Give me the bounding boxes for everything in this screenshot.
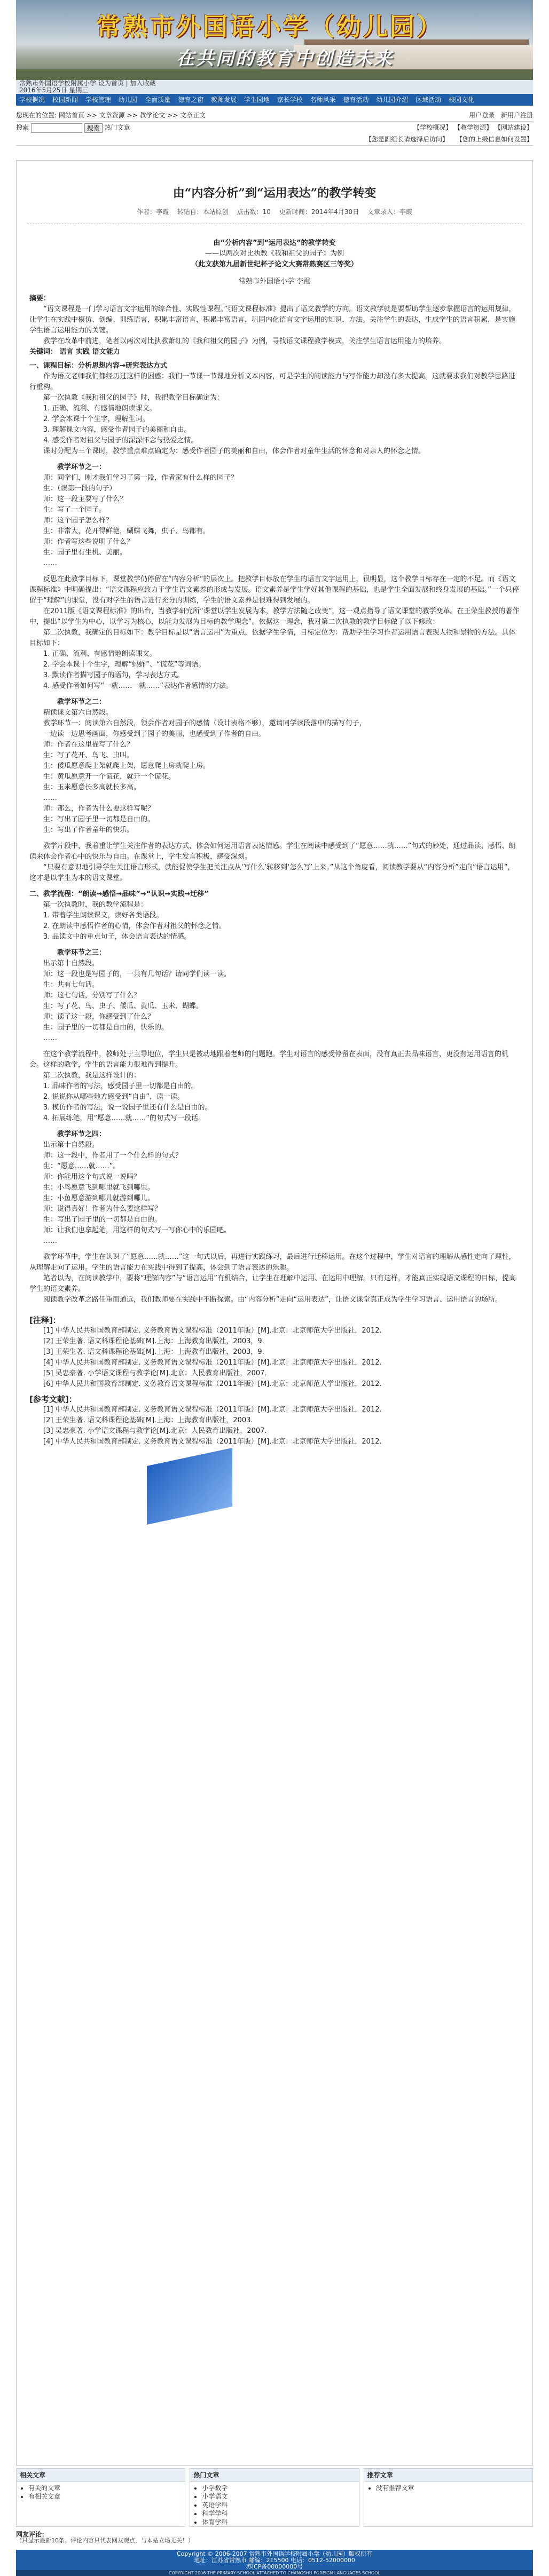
login-link[interactable]: 用户登录 bbox=[469, 112, 495, 119]
box-link[interactable]: • 有相关文章 bbox=[28, 2492, 185, 2501]
notes-heading: [注释]： bbox=[29, 1315, 61, 1325]
dialogue-line: 师：读了这一段，你感受到了什么？ bbox=[43, 1013, 155, 1021]
dialogue-line: 师：这一段主要写了什么？ bbox=[43, 495, 127, 503]
meta-date: 更新时间：2014年4月30日 bbox=[279, 208, 359, 216]
segment-3-title: 教学环节之三： bbox=[57, 949, 106, 957]
box-title: 推荐文章 bbox=[364, 2469, 532, 2482]
notice-row bbox=[16, 133, 533, 146]
paragraph: 笔者以为，在阅读教学中，要将“理解内容”与“语言运用”有机结合，让学生在理解中运用、在运用中理解。只有这样，才能真正实现语文课程的目标，提高学生的语文素养。 bbox=[29, 1274, 516, 1293]
footer-line-2: 地址：江苏省常熟市 邮编：215500 电话：0512-52000000 bbox=[194, 2557, 355, 2564]
nav-item[interactable]: 校园文化 bbox=[448, 96, 474, 104]
footer-line-3[interactable]: 苏ICP备00000000号 bbox=[246, 2563, 303, 2570]
dialogue-line: …… bbox=[43, 1237, 57, 1245]
paragraph: 反思在此教学目标下，课堂教学仍停留在“内容分析”的层次上。把教学目标放在学生的语言文字运用上，很明显，这个教学目标存在一定的不足。而《语文课程标准》中明确提出：“语文课程应致力于学生语文素养的形成与发展。语文素养是学生学好其他课程的基础，也是学生全面发展和终身发展的基础。”一个只停留于“理解”的课堂，没有对学生的语言进行充分的训练，学生的语文素养是很难得到发展的。 bbox=[29, 575, 519, 605]
dialogue-line: 生：写出了作者童年的快乐。 bbox=[43, 826, 134, 834]
nav-item[interactable]: 德育活动 bbox=[343, 96, 369, 104]
dialogue-line: 生：写了花开、鸟飞、虫叫。 bbox=[43, 751, 134, 759]
dialogue-line: 生：园子里的一切都是自由的，快乐的。 bbox=[43, 1024, 169, 1032]
list-item: 3. 理解课文内容，感受作者园子的美丽和自由。 bbox=[43, 426, 191, 434]
dialogue-line: 生：写出了园子里一切都是自由的。 bbox=[43, 815, 155, 823]
abstract-heading: 摘要： bbox=[29, 295, 51, 303]
paragraph: 课时分配为三个课时，教学重点难点确定为：感受作者园子的美丽和自由，体会作者对童年生活的怀念和对亲人的怀念之情。 bbox=[43, 447, 426, 455]
note-item: [1] 中华人民共和国教育部制定. 义务教育语文课程标准（2011年版）[M].北京：北京师范大学出版社，2012. bbox=[43, 1327, 382, 1335]
subtitle-2: ——以两次对比执教《我和祖父的园子》为例 bbox=[205, 250, 344, 258]
dialogue-line: 一边读一边思考画面，你感受到了园子的美丽，也感受到了作者的自由。 bbox=[43, 730, 266, 738]
search-label: 搜索 bbox=[16, 124, 29, 131]
dialogue-line: 生：“愿意……就……”。 bbox=[43, 1162, 120, 1170]
author-line: 常熟市外国语小学 李霞 bbox=[238, 278, 311, 286]
header-banner bbox=[16, 0, 533, 80]
dialogue-line: …… bbox=[43, 1034, 57, 1042]
school-slogan: 在共同的教育中创造未来 bbox=[176, 48, 394, 69]
info-line-1[interactable]: 常熟市外国语学校附属小学 设为首页 | 加入收藏 bbox=[19, 80, 156, 87]
paragraph: 第二次执教，我是这样设计的： bbox=[43, 1072, 141, 1080]
keywords: 关键词： 语言 实践 语文能力 bbox=[29, 348, 120, 356]
paragraph: 阅读教学改革之路任重而道远，我们教师要在实践中不断探索。由“内容分析”走向“运用表达”，让语文课堂真正成为学生学习语言、运用语言的场所。 bbox=[43, 1296, 502, 1304]
search-button[interactable]: 搜索 bbox=[84, 123, 103, 133]
dialogue-line: 师：这七句话，分别写了什么？ bbox=[43, 992, 141, 1000]
abstract-text-2: 教学在改革中前进，笔者以两次对比执教萧红的《我和祖父的园子》为例，寻找语文课程教学模式，关注学生语言运用能力的培养。 bbox=[43, 337, 446, 345]
subtitle-1: 由“分析内容”到“运用表达”的教学转变 bbox=[213, 239, 336, 247]
list-item: 2. 说说你从哪些地方感受到“自由”，读一读。 bbox=[43, 1093, 185, 1101]
main-nav bbox=[16, 94, 533, 106]
paragraph: 教学片段中，我着重让学生关注作者的表达方式，体会如何运用语言表达情感。学生在阅读中感受到了“愿意……就……”句式的妙处，通过品读、感悟、朗读来体会作者心中的快乐与自由。在课堂上，学生发言积极，感受深刻。 bbox=[29, 842, 516, 861]
list-item: 1. 带着学生朗读课文，读好各类语段。 bbox=[43, 911, 163, 920]
paragraph: 在2011版《语文课程标准》的出台，当教学研究所“课堂以学生发展为本，教学方法随之改变”，这一观点指导了语文课堂的教学变革。在王荣生教授的著作中，提出“以学生为中心，以学习为核心，以能力发展为目标的教学理念”。依据这一理念，我对第二次执教的教学目标做了以下修改： bbox=[29, 607, 520, 626]
reference-item: [2] 王荣生著. 语文科课程论基础[M].上海：上海教育出版社，2003. bbox=[43, 1416, 253, 1424]
list-item: 2. 学会本课十个生字，理解生词。 bbox=[43, 415, 150, 423]
nav-item[interactable]: 学生园地 bbox=[244, 96, 270, 104]
box-link[interactable]: • 没有推荐文章 bbox=[376, 2484, 532, 2492]
note-item: [6] 中华人民共和国教育部制定. 义务教育语文课程标准（2011年版）[M].北京：北京师范大学出版社，2012. bbox=[43, 1380, 382, 1388]
info-line-2: 2016年5月25日 星期三 bbox=[19, 86, 89, 94]
list-item: 3. 模仿作者的写法，说一说园子里还有什么是自由的。 bbox=[43, 1104, 212, 1112]
search-group bbox=[16, 122, 130, 133]
note-item: [4] 中华人民共和国教育部制定. 义务教育语文课程标准（2011年版）[M].北京：北京师范大学出版社，2012. bbox=[43, 1359, 382, 1367]
search-input[interactable] bbox=[31, 123, 82, 133]
dialogue-line: 师：作者在这里描写了什么？ bbox=[43, 741, 134, 749]
right-link[interactable]: 【网站建设】 bbox=[494, 124, 533, 131]
decorative-image bbox=[147, 1448, 232, 1525]
notice-left[interactable]: 【您是副组长请选择后访问】 bbox=[365, 136, 449, 143]
banner-ground bbox=[16, 69, 533, 80]
breadcrumb-row bbox=[16, 109, 533, 122]
references-heading: [参考文献]： bbox=[29, 1394, 77, 1404]
hot-articles-link[interactable]: 热门文章 bbox=[104, 124, 130, 131]
right-link[interactable]: 【教学资源】 bbox=[454, 124, 493, 131]
dialogue-line: 生：非常大，花开得鲜艳，蝴蝶飞舞，虫子、鸟都有。 bbox=[43, 527, 210, 535]
article-meta bbox=[17, 207, 532, 216]
dialogue-line: 教学环节一：阅读第六自然段，领会作者对园子的感情（设计表格不够），邀请同学读段落中的描写句子， bbox=[43, 719, 366, 727]
dialogue-line: 生：黄瓜愿意开一个谎花，就开一个谎花。 bbox=[43, 773, 176, 781]
list-item: 2. 在朗读中感悟作者的心情，体会作者对祖父的怀念之情。 bbox=[43, 922, 226, 930]
list-item: 1. 正确、流利、有感情地朗读课文。 bbox=[43, 405, 156, 413]
footer-bottom: COPYRIGHT 2006 THE PRIMARY SCHOOL ATTACHED TO CHANGSHU FOREIGN LANGUAGES SCHOOL bbox=[16, 2570, 533, 2576]
meta-clicks: 点击数：10 bbox=[237, 208, 271, 216]
dialogue-line: 师：说得真好！作者为什么要这样写？ bbox=[43, 1205, 162, 1213]
paragraph: “只要有意识地引导学生关注语言形式，就能促使学生把关注点从‘写什么’转移到‘怎么写’上来。”从这个角度看，阅读教学要从“内容分析”走向“语言运用”，这才是以学生为本的语文课堂。 bbox=[29, 863, 515, 882]
paragraph: 教学环节中，学生在认识了“愿意……就……”这一句式以后，再进行实践练习，最后进行迁移运用。在这个过程中，学生对语言的理解从感性走向了理性，从理解走向了运用。学生的语言能力在实践中得到了提高，体会到了语言表达的乐趣。 bbox=[29, 1253, 516, 1272]
reference-item: [3] 吴忠豪著. 小学语文课程与教学论[M].北京：人民教育出版社，2007. bbox=[43, 1427, 267, 1435]
note-item: [5] 吴忠豪著. 小学语文课程与教学论[M].北京：人民教育出版社，2007. bbox=[43, 1369, 267, 1377]
hot-articles-box bbox=[190, 2468, 359, 2527]
paragraph: 第一次执教时，我的教学流程是： bbox=[43, 901, 148, 909]
segment-2-title: 教学环节之二： bbox=[57, 698, 106, 706]
segment-1-title: 教学环节之一： bbox=[57, 463, 106, 471]
dialogue-line: 师：作者写这些说明了什么？ bbox=[43, 538, 134, 546]
right-link[interactable]: 【学校概况】 bbox=[413, 124, 452, 131]
dialogue-line: 师：这一段中，作者用了一个什么样的句式？ bbox=[43, 1152, 183, 1160]
list-item: 1. 正确、流利、有感情地朗读课文。 bbox=[43, 650, 156, 658]
dialogue-line: 出示第十自然段。 bbox=[43, 1141, 99, 1149]
user-links bbox=[465, 109, 533, 121]
dialogue-line: 生：写了花、鸟、虫子、倭瓜、黄瓜、玉米、蝴蝶。 bbox=[43, 1002, 203, 1010]
meta-source: 转贴自：本站原创 bbox=[177, 208, 229, 216]
meta-editor: 文章录入：李霞 bbox=[367, 208, 413, 216]
box-link[interactable]: • 小学数学 bbox=[202, 2484, 358, 2492]
dialogue-line: 出示第十自然段。 bbox=[43, 960, 99, 968]
dialogue-line: 生：写出了园子里的一切都是自由的。 bbox=[43, 1216, 162, 1224]
list-item: 2. 学会本课十个生字，理解“蚂蚱”、“谎花”等词语。 bbox=[43, 661, 206, 669]
comments-note: （只显示最新10条。评论内容只代表网友观点，与本站立场无关！） bbox=[16, 2537, 194, 2544]
section-1-heading: 一、课程目标：分析思想内容→研究表达方式 bbox=[29, 362, 167, 370]
paragraph: 作为语文老师我们都经历过这样的困惑：我们一节课一节课地分析文本内容，可是学生的阅读能力与写作能力却没有多大提高。这就要求我们对教学思路进行重构。 bbox=[29, 372, 516, 391]
box-link[interactable]: • 有关的文章 bbox=[28, 2484, 185, 2492]
reference-item: [1] 中华人民共和国教育部制定. 义务教育语文课程标准（2011年版）[M].北京：北京师范大学出版社，2012. bbox=[43, 1406, 382, 1414]
nav-item[interactable]: 区域活动 bbox=[415, 96, 442, 104]
dialogue-line: 生：倭瓜愿意爬上架就爬上架，愿意爬上房就爬上房。 bbox=[43, 762, 210, 770]
dialogue-line: 生：小鸟愿意飞到哪里就飞到哪里。 bbox=[43, 1184, 155, 1192]
article-box bbox=[16, 160, 533, 2466]
note-item: [3] 王荣生著. 语文科课程论基础[M].上海：上海教育出版社，2003，9. bbox=[43, 1348, 264, 1356]
abstract-text: “语文课程是一门学习语言文字运用的综合性、实践性课程。”《语文课程标准》提出了语文教学的方向。语文教学就是要帮助学生逐步掌握语言的运用规律，让学生在实践中模仿、创编、训练语言，积累丰富语言，积累丰富语言，巩固内化语言文字运用的知识、方法。关注学生的表达，生成学生的语言积累，是实施学生语言运用能力的关键。 bbox=[29, 305, 516, 335]
dialogue-line: 生：园子里有生机、美丽。 bbox=[43, 549, 127, 557]
nav-item[interactable]: 幼儿园 bbox=[118, 96, 138, 104]
nav-item[interactable]: 全面质量 bbox=[145, 96, 171, 104]
article-title: 由“内容分析”到“运用表达”的教学转变 bbox=[172, 186, 377, 200]
dialogue-line: 生：玉米愿意长多高就长多高。 bbox=[43, 783, 141, 791]
dialogue-line: 师：同学们，刚才我们学习了第一段，作者家有什么样的园子？ bbox=[43, 474, 238, 482]
nav-item[interactable]: 幼儿园介绍 bbox=[376, 96, 409, 104]
tools-row bbox=[16, 122, 533, 133]
footer-line-1: Copyright © 2006-2007 常熟市外国语学校附属小学（幼儿园）版权所有 bbox=[176, 2550, 373, 2557]
reference-item: [4] 中华人民共和国教育部制定. 义务教育语文课程标准（2011年版）[M].北京：北京师范大学出版社，2012. bbox=[43, 1438, 382, 1446]
breadcrumb[interactable]: 您现在的位置: 网站首页 >> 文章资源 >> 教学论文 >> 文章正文 bbox=[16, 112, 206, 119]
dialogue-line: 师：让我们也拿起笔，用这样的句式写一写你心中的乐园吧。 bbox=[43, 1226, 231, 1234]
nav-item[interactable]: 德育之窗 bbox=[178, 96, 204, 104]
section-2-heading: 二、教学流程：“朗读→感悟→品味”→“认识→实践→迁移” bbox=[29, 890, 209, 898]
list-item: 4. 拓展练笔，用“愿意……就……”的句式写一段话。 bbox=[43, 1114, 206, 1122]
nav-item[interactable]: 学校概况 bbox=[19, 96, 45, 104]
list-item: 3. 品读文中的重点句子，体会语言表达的情感。 bbox=[43, 933, 191, 941]
box-link[interactable]: • 英语学科 bbox=[202, 2501, 358, 2509]
dialogue-line: …… bbox=[43, 559, 57, 567]
recommended-box bbox=[364, 2468, 533, 2527]
subtitle-3: （此文获第九届新世纪杯子论文大赛常熟赛区三等奖） bbox=[191, 260, 358, 268]
school-title: 常熟市外国语小学（幼儿园） bbox=[96, 12, 443, 41]
paragraph: 第一次执教《我和祖父的园子》时，我把教学目标确定为： bbox=[43, 394, 224, 402]
dialogue-line: 精读课文第六自然段。 bbox=[43, 709, 113, 717]
meta-author: 作者：李霞 bbox=[136, 208, 169, 216]
dialogue-line: 师：那么，作者为什么要这样写呢？ bbox=[43, 805, 155, 813]
right-links bbox=[413, 122, 533, 133]
dialogue-line: 师：这一段也是写园子的，一共有几句话？请同学们读一读。 bbox=[43, 970, 231, 978]
box-title: 相关文章 bbox=[17, 2469, 185, 2482]
box-link[interactable]: • 体育学科 bbox=[202, 2518, 358, 2526]
box-link[interactable]: • 小学语文 bbox=[202, 2492, 358, 2501]
list-item: 3. 默读作者描写园子的语句，学习表达方式。 bbox=[43, 671, 184, 679]
list-item: 4. 感受作者如何写“一就……一就……”表达作者感情的方法。 bbox=[43, 682, 233, 690]
list-item: 1. 品味作者的写法，感受园子里一切都是自由的。 bbox=[43, 1082, 198, 1090]
box-link[interactable]: • 科学学科 bbox=[202, 2509, 358, 2518]
nav-item[interactable]: 名师风采 bbox=[310, 96, 336, 104]
dialogue-line: 师：这个园子怎么样？ bbox=[43, 517, 113, 525]
footer bbox=[16, 2550, 533, 2570]
segment-4-title: 教学环节之四： bbox=[57, 1130, 106, 1138]
paragraph: 第二次执教，我确定的目标如下：教学目标是以“语言运用”为重点，依据学生学情，目标定位为：帮助学生学习作者运用语言表现人物和景物的方法。具体目标如下： bbox=[29, 629, 516, 647]
comments-label: 网友评论： bbox=[16, 2531, 49, 2538]
register-link[interactable]: 新用户注册 bbox=[500, 112, 533, 119]
dialogue-line: 生：共有七句话。 bbox=[43, 981, 99, 989]
dialogue-line: 师：你能用这个句式说一说吗？ bbox=[43, 1173, 141, 1181]
dialogue-line: 生：小鱼愿意游到哪儿就游到哪儿。 bbox=[43, 1194, 155, 1202]
paragraph: 在这个教学流程中，教师处于主导地位，学生只是被动地跟着老师的问题跑。学生对语言的感受停留在表面，没有真正去品味语言，更没有运用语言的机会。这样的教学，学生的语言能力很难得到提升。 bbox=[29, 1050, 509, 1069]
info-bar bbox=[16, 80, 533, 94]
nav-item[interactable]: 家长学校 bbox=[277, 96, 303, 104]
dialogue-line: …… bbox=[43, 794, 57, 802]
box-title: 热门文章 bbox=[190, 2469, 358, 2482]
dialogue-line: 生：（读第一段的句子） bbox=[43, 485, 116, 493]
nav-item[interactable]: 教师发展 bbox=[211, 96, 237, 104]
related-articles-box bbox=[16, 2468, 185, 2527]
bottom-boxes bbox=[16, 2468, 533, 2527]
toolbar-area bbox=[16, 109, 533, 146]
notice-right[interactable]: 【您的上级信息如何设置】 bbox=[456, 136, 533, 143]
nav-item[interactable]: 校园新闻 bbox=[52, 96, 78, 104]
list-item: 4. 感受作者对祖父与园子的深深怀念与热爱之情。 bbox=[43, 437, 198, 445]
dialogue-line: 生：写了一个园子。 bbox=[43, 506, 106, 514]
note-item: [2] 王荣生著. 语文科课程论基础[M].上海：上海教育出版社，2003，9. bbox=[43, 1337, 264, 1345]
nav-item[interactable]: 学校管理 bbox=[85, 96, 111, 104]
article-content bbox=[17, 224, 532, 1516]
